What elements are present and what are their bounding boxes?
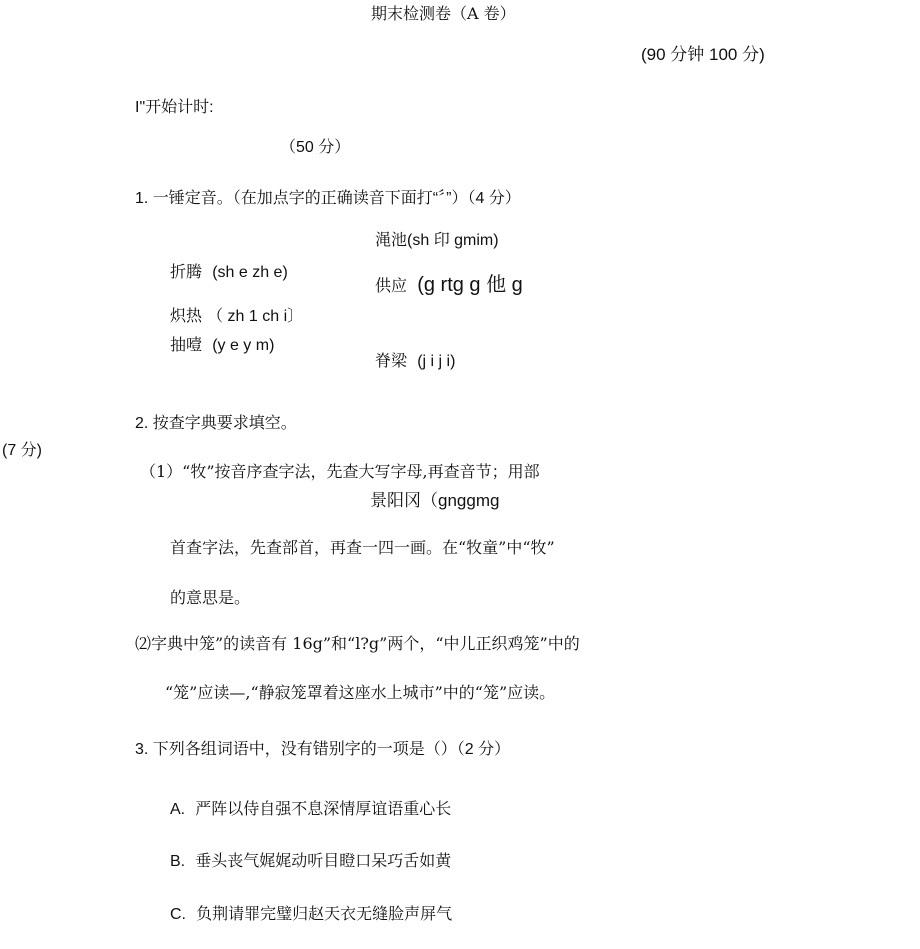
- exam-time-score: (90 分钟 100 分): [641, 45, 765, 64]
- q2-part2-line: ⑵字典中笼”的读音有 16g”和“l?g”两个，“中儿正织鸡笼”中的: [135, 634, 580, 653]
- q1-item-pinyin: (sh 印 gmim): [407, 232, 499, 249]
- q1-item: [375, 230, 499, 250]
- q3-option-label: B.: [170, 853, 186, 870]
- question-3-prompt: 3. 下列各组词语中，没有错别字的一项是（）（2 分）: [135, 741, 511, 758]
- q3-option-b: [170, 851, 451, 871]
- question-1-prompt: 1. 一锤定音。（在加点字的正确读音下面打“〞”）（4 分）: [135, 190, 521, 207]
- q1-item-pinyin: （ zh 1 ch i〕: [207, 308, 304, 325]
- q1-item-word: 脊梁: [375, 351, 408, 370]
- q1-item-pinyin: (y e y m): [212, 337, 275, 354]
- q3-option-label: A.: [170, 801, 186, 818]
- q1-item-word: 供应: [375, 276, 408, 295]
- q1-item-word: 抽噎: [170, 335, 203, 354]
- question-2-prompt: 2. 按查字典要求填空。: [135, 415, 297, 432]
- q3-option-text: 垂头丧气娓娓动听目瞪口呆巧舌如黄: [195, 851, 452, 870]
- q1-item-pinyin: (g rtg g 他 g: [417, 274, 523, 296]
- q1-item-word: 渑池: [375, 230, 408, 249]
- exam-title: 期末检测卷（A 卷）: [371, 4, 516, 23]
- q3-option-label: C.: [170, 906, 186, 923]
- q2-part1-extra: 景阳冈（gnggmg: [370, 491, 500, 510]
- q3-option-a: [170, 799, 451, 819]
- q1-item-pinyin: (j i j i): [417, 353, 456, 370]
- q1-item: [375, 351, 455, 371]
- question-2-score: (7 分): [2, 442, 43, 459]
- q1-item-pinyin: (sh e zh e): [212, 264, 288, 281]
- q2-part1-line: 首查字法，先查部首，再查一四一画。在“牧童”中“牧”: [170, 538, 555, 557]
- q1-item: [375, 273, 523, 297]
- q1-item: [170, 306, 303, 326]
- q1-item: [170, 262, 288, 282]
- q2-part2-line: “笼”应读—,“静寂笼罩着这座水上城市”中的“笼”应读。: [165, 683, 556, 702]
- q3-option-text: 负荆请罪完璧归赵天衣无缝脸声屏气: [196, 904, 453, 923]
- q2-part1-line: （1）“牧”按音序查字法，先查大写字母,再查音节；用部: [140, 462, 540, 481]
- q1-item: [170, 335, 274, 355]
- q2-part1-line: 的意思是。: [170, 588, 251, 607]
- q1-item-word: 炽热: [170, 306, 203, 325]
- q3-option-text: 严阵以侍自强不息深情厚谊语重心长: [195, 799, 452, 818]
- q3-option-c: [170, 904, 452, 924]
- timer-label: I"开始计时:: [135, 99, 214, 116]
- q1-item-word: 折腾: [170, 262, 203, 281]
- section-score: （50 分）: [280, 139, 351, 156]
